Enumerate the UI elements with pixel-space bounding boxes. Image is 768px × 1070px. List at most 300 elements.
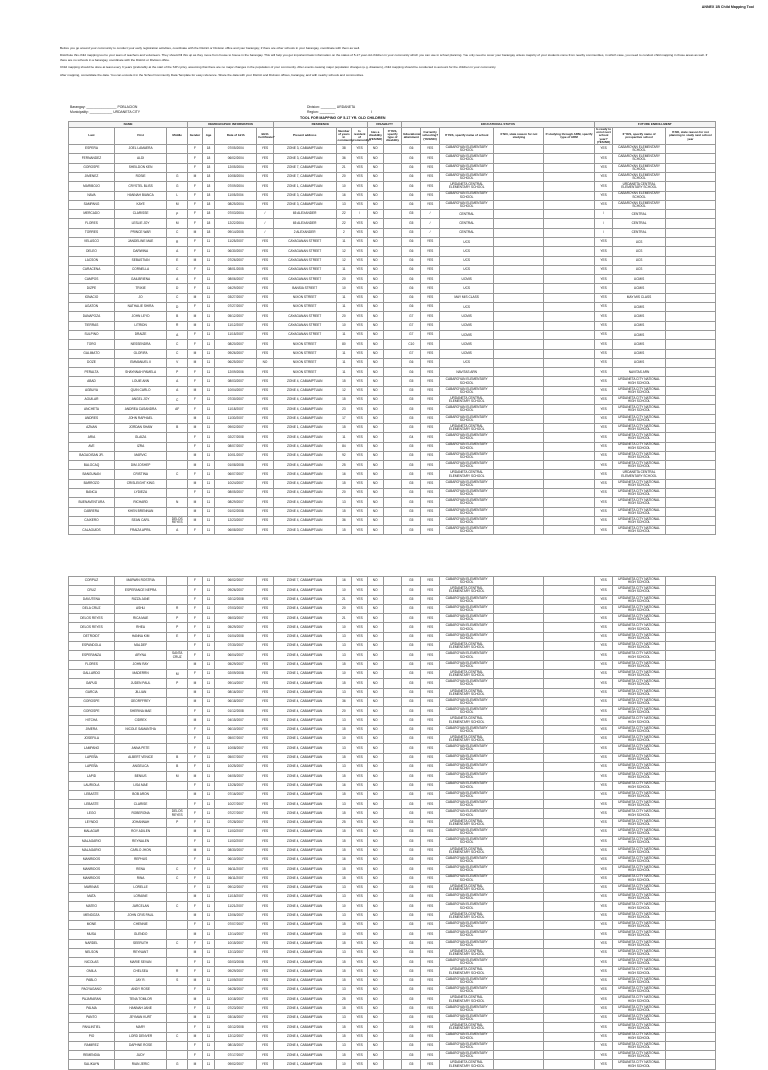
- cell-age: 11: [202, 669, 215, 678]
- cell-years: 15: [336, 967, 352, 976]
- cell-years: 11: [336, 265, 352, 274]
- cell-not-planning-reason: [665, 414, 715, 423]
- cell-birth-cert: YES: [257, 386, 274, 395]
- table-row: [69, 396, 716, 405]
- cell-years: 15: [336, 809, 352, 818]
- cell-schooling: YES: [421, 451, 440, 460]
- cell-has-disability: NO: [367, 1032, 383, 1041]
- cell-age: 11: [202, 1041, 215, 1050]
- cell-school-name: CABAROYAN ELEMENTARY SCHOOL: [439, 930, 493, 939]
- cell-resident: YES: [352, 526, 368, 535]
- cell-educ-attainment: G6: [402, 256, 421, 265]
- cell-adm: [544, 1013, 594, 1022]
- instruction-paragraph: Distribute this child mapping tool to your team of teachers and volunteers. They should fill this up as they move from house to house in the barangay. This will help you get important basic information on the status of 5-17 year old children in your community which you can use in school planning. You only need to cover your barangay unless majority of your students come from nearby communities, in which case, you need to conduct child mapping in those areas as well. If there are no schools in a barangay, coordinate with the District or Division office.: [60, 53, 708, 62]
- cell-school-name: CABAROYAN ELEMENTARY SCHOOL: [440, 154, 494, 163]
- cell-adm: [544, 293, 594, 302]
- cell-first: RINA: [114, 874, 166, 883]
- cell-schooling: YES: [421, 265, 440, 274]
- cell-gender: F: [188, 958, 203, 967]
- cell-first: BENIUS: [114, 772, 166, 781]
- cell-schooling: YES: [421, 874, 440, 883]
- cell-disability-type: [383, 660, 402, 669]
- cell-years: 15: [336, 837, 352, 846]
- cell-age: 11: [202, 744, 215, 753]
- table-row: [69, 642, 716, 651]
- cell-schooling: YES: [421, 470, 440, 479]
- cell-school-name: CABAROYAN ELEMENTARY SCHOOL: [439, 577, 493, 586]
- cell-not-studying-reason: [494, 154, 544, 163]
- cell-not-planning-reason: [665, 1041, 715, 1050]
- cell-school-name: URDANETA CENTRAL ELEMENTARY SCHOOL: [439, 669, 493, 678]
- cell-prospective-school: URDANETA CITY NATIONAL HIGH SCHOOL: [613, 433, 665, 442]
- barangay-value: POBLACION: [117, 105, 138, 109]
- cell-ready: YES: [594, 330, 613, 339]
- location-fields: [70, 105, 140, 115]
- cell-prospective-school: URDANETA CITY NATIONAL HIGH SCHOOL: [613, 1032, 665, 1041]
- cell-prospective-school: URDANETA CITY NATIONAL HIGH SCHOOL: [613, 623, 665, 632]
- table-row: [69, 1023, 716, 1032]
- cell-present-address: ZONE 4, CABAMPTUAN: [273, 902, 336, 911]
- cell-schooling: YES: [421, 837, 440, 846]
- cell-birth-cert: YES: [257, 976, 274, 985]
- cell-disability-type: [383, 930, 402, 939]
- cell-ready: YES: [594, 716, 613, 725]
- cell-first: JO: [114, 293, 166, 302]
- cell-last: LAMPANO: [69, 744, 115, 753]
- cell-gender: M: [188, 172, 203, 181]
- cell-resident: YES: [352, 781, 368, 790]
- cell-age: 11: [202, 707, 215, 716]
- cell-resident: YES: [352, 586, 368, 595]
- cell-has-disability: NO: [367, 800, 383, 809]
- cell-age: 11: [202, 1023, 215, 1032]
- cell-not-studying-reason: [494, 358, 544, 367]
- cell-present-address: ZONE 7, CABAMPTUAN: [273, 577, 336, 586]
- cell-not-studying-reason: [494, 800, 544, 809]
- cell-school-name: URDANETA CENTRAL ELEMENTARY SCHOOL: [439, 883, 493, 892]
- cell-ready: YES: [594, 516, 613, 525]
- cell-adm: [544, 762, 594, 771]
- cell-middle: [167, 948, 188, 957]
- cell-years: 13: [336, 200, 352, 209]
- cell-middle: B: [167, 423, 188, 432]
- table-row: [69, 688, 716, 697]
- cell-prospective-school: URDANETA CITY NATIONAL HIGH SCHOOL: [613, 716, 665, 725]
- cell-not-studying-reason: [494, 219, 544, 228]
- cell-disability-type: [383, 679, 402, 688]
- cell-last: CALAGUIDS: [69, 526, 115, 535]
- cell-not-studying-reason: [494, 265, 544, 274]
- cell-disability-type: [383, 219, 402, 228]
- cell-school-name: CABAROYAN ELEMENTARY SCHOOL: [439, 1032, 493, 1041]
- cell-dob: 09/14/2005: [215, 228, 257, 237]
- cell-not-studying-reason: [494, 256, 544, 265]
- cell-gender: M: [188, 451, 203, 460]
- cell-gender: F: [188, 1041, 203, 1050]
- cell-age: 11: [202, 772, 215, 781]
- cell-years: 20: [336, 707, 352, 716]
- cell-dob: 08/06/2007: [215, 275, 257, 284]
- cell-schooling: YES: [421, 340, 440, 349]
- cell-has-disability: NO: [367, 586, 383, 595]
- table-row: [69, 762, 716, 771]
- cell-resident: YES: [352, 846, 368, 855]
- cell-resident: YES: [352, 247, 368, 256]
- cell-first: HANNAH JANE: [114, 1004, 166, 1013]
- cell-disability-type: [383, 1060, 402, 1069]
- cell-prospective-school: URDANETA CITY NATIONAL HIGH SCHOOL: [613, 707, 665, 716]
- cell-has-disability: NO: [367, 275, 383, 284]
- cell-not-studying-reason: [494, 902, 544, 911]
- cell-dob: 05/29/2007: [215, 660, 257, 669]
- cell-present-address: ZONE 4, CABAMPTUAN: [273, 632, 336, 641]
- cell-present-address: ZONE 4, CABAMPTUAN: [273, 865, 336, 874]
- cell-not-planning-reason: [665, 293, 715, 302]
- cell-prospective-school: URDANETA CITY NATIONAL HIGH SCHOOL: [613, 386, 665, 395]
- cell-adm: [544, 182, 594, 191]
- cell-disability-type: [383, 154, 402, 163]
- cell-disability-type: [383, 846, 402, 855]
- col-has-disability: Has a disability (YES/NO): [367, 128, 383, 145]
- col-last: Last: [69, 128, 115, 145]
- cell-first: MARWIN ROSTRIA: [114, 577, 166, 586]
- cell-years: 15: [336, 939, 352, 948]
- table-row: [69, 735, 716, 744]
- cell-disability-type: [383, 577, 402, 586]
- cell-gender: M: [188, 461, 203, 470]
- cell-first: REYNANT: [114, 948, 166, 957]
- cell-schooling: /: [421, 228, 440, 237]
- cell-gender: F: [188, 489, 203, 498]
- cell-schooling: YES: [421, 377, 440, 386]
- cell-prospective-school: URDANETA CENTRAL ELEMENTARY SCHOOL: [613, 182, 665, 191]
- cell-present-address: ZONE 4, CABAMPTUAN: [273, 818, 336, 827]
- cell-ready: YES: [594, 265, 613, 274]
- cell-birth-cert: YES: [257, 855, 274, 864]
- cell-educ-attainment: G5: [402, 902, 421, 911]
- cell-has-disability: NO: [367, 623, 383, 632]
- cell-first: HANNA KIM: [114, 632, 166, 641]
- cell-last: PIO: [69, 1032, 115, 1041]
- cell-school-name: UCMIS: [440, 330, 494, 339]
- cell-years: 15: [336, 526, 352, 535]
- cell-age: 11: [202, 762, 215, 771]
- cell-not-planning-reason: [665, 818, 715, 827]
- cell-gender: F: [188, 883, 203, 892]
- table-row: [69, 986, 716, 995]
- cell-school-name: CABAROYAN ELEMENTARY SCHOOL: [439, 707, 493, 716]
- cell-age: 11: [202, 312, 215, 321]
- cell-resident: YES: [352, 1004, 368, 1013]
- cell-years: 15: [336, 423, 352, 432]
- cell-dob: 06/02/2004: [215, 154, 257, 163]
- cell-years: 25: [336, 995, 352, 1004]
- cell-prospective-school: MAY MIS CLASS: [613, 293, 665, 302]
- cell-not-studying-reason: [494, 893, 544, 902]
- cell-school-name: CABAROYAN ELEMENTARY SCHOOL: [439, 744, 493, 753]
- cell-resident: YES: [352, 1023, 368, 1032]
- table-row: [69, 725, 716, 734]
- cell-dob: 07/26/2007: [215, 256, 257, 265]
- cell-not-studying-reason: [494, 386, 544, 395]
- cell-present-address: ZONE 4, CABAMPTUAN: [273, 1004, 336, 1013]
- cell-birth-cert: YES: [257, 930, 274, 939]
- cell-has-disability: NO: [367, 790, 383, 799]
- cell-years: 13: [336, 632, 352, 641]
- cell-present-address: ZONE 4, CABAMPTUAN: [273, 442, 336, 451]
- cell-gender: M: [188, 828, 203, 837]
- cell-school-name: CABAROYAN ELEMENTARY SCHOOL: [440, 163, 494, 172]
- cell-disability-type: [383, 442, 402, 451]
- cell-last: MANRIDOS: [69, 865, 115, 874]
- cell-gender: M: [188, 1060, 203, 1069]
- cell-birth-cert: YES: [257, 623, 274, 632]
- cell-years: 13: [336, 948, 352, 957]
- cell-middle: R: [167, 604, 188, 613]
- cell-disability-type: [383, 735, 402, 744]
- cell-years: 13: [336, 911, 352, 920]
- cell-first: DIM JOSHEP: [114, 461, 166, 470]
- cell-educ-attainment: G5: [402, 651, 421, 660]
- cell-schooling: YES: [421, 368, 440, 377]
- cell-present-address: ZONE 4, CABAMPTUAN: [273, 595, 336, 604]
- cell-present-address: ZONE 4, CABAMPTUAN: [273, 995, 336, 1004]
- cell-resident: YES: [352, 772, 368, 781]
- cell-has-disability: NO: [367, 669, 383, 678]
- cell-last: NARDEL: [69, 939, 115, 948]
- cell-school-name: URDANETA CENTRAL ELEMENTARY SCHOOL: [440, 182, 494, 191]
- cell-not-planning-reason: [665, 340, 715, 349]
- cell-schooling: YES: [421, 790, 440, 799]
- cell-educ-attainment: G5: [402, 939, 421, 948]
- table-row: [69, 837, 716, 846]
- cell-present-address: CAYAGANAN STREET: [273, 265, 336, 274]
- cell-dob: 10/24/2007: [215, 479, 257, 488]
- cell-age: 11: [202, 586, 215, 595]
- cell-birth-cert: YES: [257, 145, 274, 154]
- cell-resident: YES: [352, 1051, 368, 1060]
- cell-disability-type: [383, 920, 402, 929]
- cell-middle: B: [167, 312, 188, 321]
- cell-last: LEGO: [69, 809, 115, 818]
- cell-last: DIZPE: [69, 284, 115, 293]
- cell-birth-cert: YES: [257, 772, 274, 781]
- cell-not-studying-reason: [494, 182, 544, 191]
- cell-not-studying-reason: [494, 1013, 544, 1022]
- cell-gender: F: [188, 642, 203, 651]
- cell-prospective-school: URDANETA CITY NATIONAL HIGH SCHOOL: [613, 423, 665, 432]
- cell-dob: 09/26/2007: [215, 586, 257, 595]
- cell-educ-attainment: G5: [402, 586, 421, 595]
- cell-dob: 06/11/2007: [215, 874, 257, 883]
- cell-adm: [544, 735, 594, 744]
- cell-middle: N: [167, 498, 188, 507]
- group-disability: DISABILITY: [367, 122, 401, 128]
- cell-school-name: CENTRAL: [440, 210, 494, 219]
- cell-last: AVE: [69, 442, 115, 451]
- cell-disability-type: [383, 753, 402, 762]
- cell-birth-cert: YES: [257, 526, 274, 535]
- cell-dob: 07/27/2007: [215, 303, 257, 312]
- cell-birth-cert: YES: [257, 247, 274, 256]
- cell-educ-attainment: G6: [402, 163, 421, 172]
- cell-middle: [167, 433, 188, 442]
- cell-first: CHELSEA: [114, 967, 166, 976]
- cell-not-studying-reason: [494, 442, 544, 451]
- cell-age: 11: [202, 781, 215, 790]
- cell-first: JUDY: [114, 1051, 166, 1060]
- cell-birth-cert: YES: [257, 800, 274, 809]
- cell-gender: M: [188, 228, 203, 237]
- cell-disability-type: [383, 595, 402, 604]
- cell-middle: [167, 707, 188, 716]
- cell-school-name: UCS: [440, 237, 494, 246]
- cell-ready: YES: [594, 461, 613, 470]
- cell-schooling: YES: [421, 526, 440, 535]
- cell-age: 11: [202, 386, 215, 395]
- cell-schooling: YES: [421, 707, 440, 716]
- cell-has-disability: NO: [367, 809, 383, 818]
- cell-not-planning-reason: [665, 321, 715, 330]
- cell-adm: [544, 986, 594, 995]
- cell-not-studying-reason: [494, 200, 544, 209]
- table-row: [69, 893, 716, 902]
- cell-schooling: YES: [421, 163, 440, 172]
- cell-middle: V: [167, 358, 188, 367]
- cell-present-address: ZONE 4, CABAMPTUAN: [273, 986, 336, 995]
- cell-dob: 07/07/2007: [215, 920, 257, 929]
- cell-school-name: CABAROYAN ELEMENTARY SCHOOL: [440, 461, 494, 470]
- cell-has-disability: NO: [367, 191, 383, 200]
- cell-last: LACSON: [69, 256, 115, 265]
- cell-educ-attainment: G6: [402, 154, 421, 163]
- cell-resident: YES: [352, 753, 368, 762]
- cell-not-planning-reason: [665, 526, 715, 535]
- cell-gender: M: [188, 790, 203, 799]
- cell-school-name: CABAROYAN ELEMENTARY SCHOOL: [440, 200, 494, 209]
- cell-educ-attainment: G6: [402, 145, 421, 154]
- cell-present-address: CAYAGANAN STREET: [273, 237, 336, 246]
- cell-dob: 04/15/2007: [215, 716, 257, 725]
- cell-first: RICHARD: [114, 498, 166, 507]
- cell-middle: G: [167, 172, 188, 181]
- cell-disability-type: [383, 423, 402, 432]
- cell-prospective-school: UCS: [613, 247, 665, 256]
- cell-disability-type: [383, 470, 402, 479]
- cell-gender: M: [188, 423, 203, 432]
- cell-first: GLENDO: [114, 930, 166, 939]
- cell-not-studying-reason: [494, 433, 544, 442]
- cell-adm: [544, 479, 594, 488]
- cell-educ-attainment: G5: [402, 595, 421, 604]
- cell-not-planning-reason: [665, 461, 715, 470]
- cell-has-disability: NO: [367, 735, 383, 744]
- cell-dob: 09/29/2007: [215, 967, 257, 976]
- cell-last: DELOS REYES: [69, 614, 115, 623]
- cell-gender: F: [188, 865, 203, 874]
- cell-gender: M: [188, 293, 203, 302]
- cell-age: 11: [202, 577, 215, 586]
- cell-present-address: ZONE 4, CABAMPTUAN: [273, 958, 336, 967]
- cell-school-name: CABAROYAN ELEMENTARY SCHOOL: [440, 433, 494, 442]
- cell-not-studying-reason: [494, 855, 544, 864]
- cell-gender: F: [188, 1051, 203, 1060]
- cell-last: LAPEÑA: [69, 762, 115, 771]
- cell-last: ESPERANZA: [69, 651, 115, 660]
- cell-dob: 03/27/2007: [215, 293, 257, 302]
- cell-years: 13: [336, 800, 352, 809]
- cell-ready: YES: [594, 396, 613, 405]
- cell-prospective-school: CABAROYAN ELEMENTARY SCHOOL: [613, 191, 665, 200]
- cell-resident: YES: [352, 284, 368, 293]
- cell-not-studying-reason: [494, 172, 544, 181]
- cell-prospective-school: URDANETA CITY NATIONAL HIGH SCHOOL: [613, 846, 665, 855]
- cell-not-studying-reason: [494, 191, 544, 200]
- cell-not-studying-reason: [494, 312, 544, 321]
- cell-gender: F: [188, 265, 203, 274]
- table-row: [69, 312, 716, 321]
- cell-schooling: YES: [421, 433, 440, 442]
- cell-ready: YES: [594, 948, 613, 957]
- cell-last: MONE: [69, 920, 115, 929]
- cell-educ-attainment: G6: [402, 237, 421, 246]
- cell-gender: F: [188, 623, 203, 632]
- cell-dob: 07/28/2007: [215, 818, 257, 827]
- cell-adm: [544, 902, 594, 911]
- cell-resident: YES: [352, 1032, 368, 1041]
- cell-resident: YES: [352, 725, 368, 734]
- cell-gender: F: [188, 442, 203, 451]
- cell-gender: F: [188, 247, 203, 256]
- cell-age: 11: [202, 1032, 215, 1041]
- table-row: [69, 386, 716, 395]
- cell-years: 11: [336, 368, 352, 377]
- cell-middle: P: [167, 614, 188, 623]
- cell-years: 17: [336, 414, 352, 423]
- cell-middle: [167, 163, 188, 172]
- cell-present-address: ZONE 1, CABAMPTUAN: [273, 735, 336, 744]
- cell-school-name: CABAROYAN ELEMENTARY SCHOOL: [439, 828, 493, 837]
- cell-dob: 06/08/2007: [215, 526, 257, 535]
- cell-present-address: ZONE 4, CABAMPTUAN: [273, 790, 336, 799]
- cell-last: MANRIDOS: [69, 874, 115, 883]
- cell-schooling: YES: [421, 577, 440, 586]
- cell-years: 10: [336, 669, 352, 678]
- cell-not-studying-reason: [494, 303, 544, 312]
- cell-years: 13: [336, 1041, 352, 1050]
- cell-not-studying-reason: [494, 1041, 544, 1050]
- cell-educ-attainment: G6: [402, 303, 421, 312]
- cell-ready: YES: [594, 172, 613, 181]
- cell-ready: YES: [594, 312, 613, 321]
- cell-adm: [544, 948, 594, 957]
- cell-school-name: CABAROYAN ELEMENTARY SCHOOL: [439, 753, 493, 762]
- cell-not-planning-reason: [665, 577, 715, 586]
- cell-school-name: UCS: [440, 358, 494, 367]
- cell-educ-attainment: G5: [402, 911, 421, 920]
- cell-first: IZRA: [114, 442, 166, 451]
- cell-educ-attainment: G5: [402, 809, 421, 818]
- cell-birth-cert: YES: [257, 948, 274, 957]
- cell-middle: [167, 781, 188, 790]
- cell-educ-attainment: G5: [402, 976, 421, 985]
- cell-disability-type: [383, 405, 402, 414]
- table-row: [69, 275, 716, 284]
- cell-years: 20: [336, 489, 352, 498]
- cell-middle: [167, 642, 188, 651]
- cell-middle: S: [167, 976, 188, 985]
- cell-not-planning-reason: [665, 433, 715, 442]
